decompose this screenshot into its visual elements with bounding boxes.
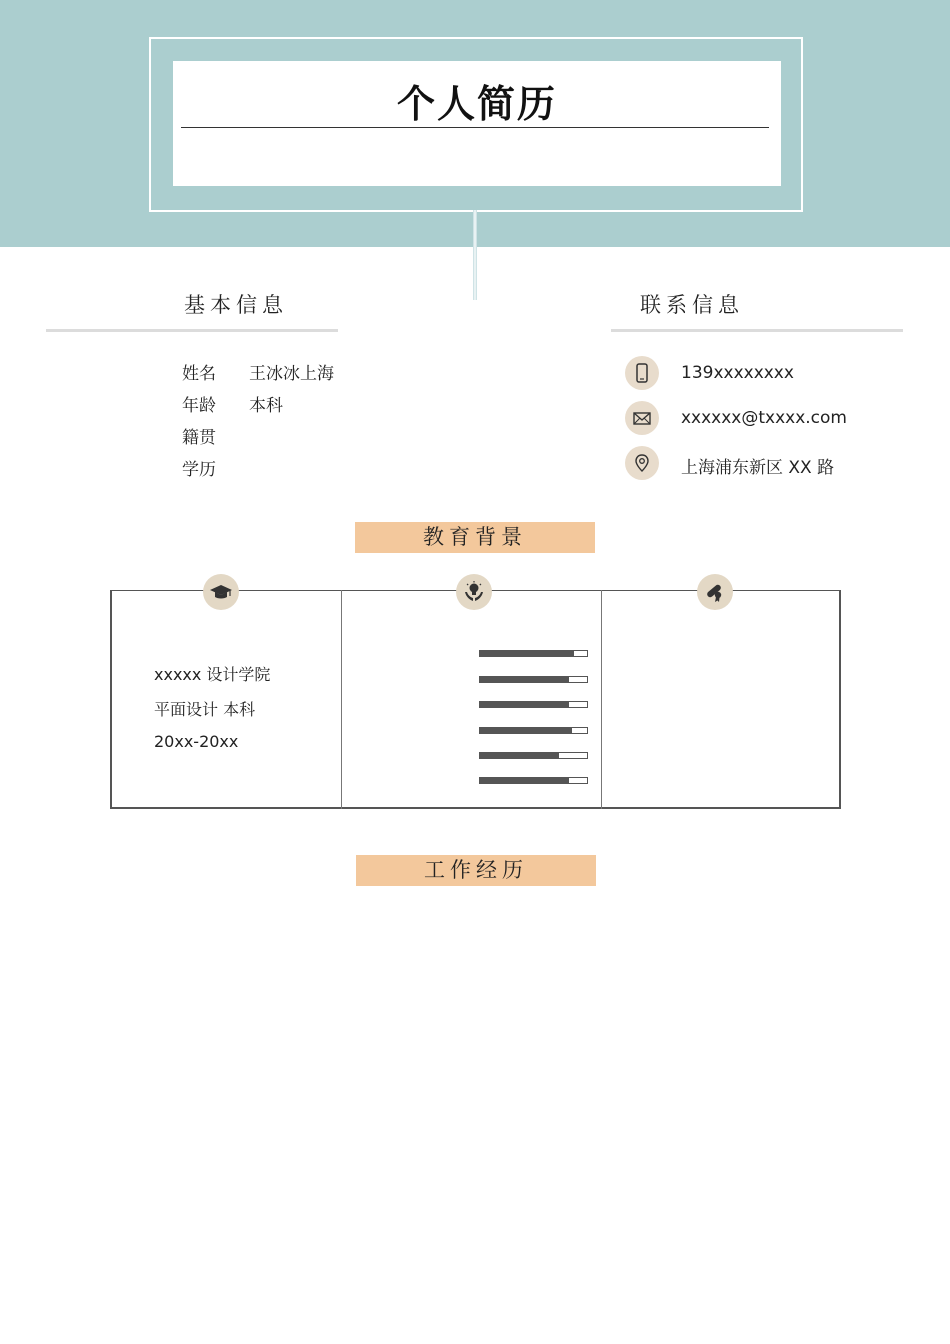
phone-icon [625, 356, 659, 390]
basic-info-heading: 基本信息 [184, 293, 288, 317]
location-icon [625, 446, 659, 480]
education-divider-1 [341, 590, 342, 809]
contact-underline [611, 329, 903, 332]
title-underline [181, 127, 769, 128]
mail-icon [625, 401, 659, 435]
info-value-name: 王冰冰上海 [249, 364, 334, 384]
skill-fill [480, 728, 572, 733]
basic-info-underline [46, 329, 338, 332]
page-title: 个人简历 [396, 82, 557, 126]
work-banner: 工作经历 [356, 855, 596, 886]
contact-phone: 139xxxxxxxx [681, 363, 794, 383]
skill-bar [479, 650, 588, 657]
education-school: xxxxx 设计学院 [154, 665, 271, 684]
skill-bar [479, 701, 588, 708]
info-value-age: 本科 [249, 396, 283, 416]
skill-fill [480, 702, 569, 707]
education-divider-2 [601, 590, 602, 809]
info-label-name: 姓名 [182, 364, 216, 384]
info-label-degree: 学历 [182, 460, 216, 480]
education-banner: 教育背景 [355, 522, 595, 553]
skill-fill [480, 677, 569, 682]
contact-heading: 联系信息 [640, 293, 744, 317]
education-major: 平面设计 本科 [154, 700, 256, 719]
skill-bar [479, 752, 588, 759]
graduation-cap-icon [203, 574, 239, 610]
lightbulb-hands-icon [456, 574, 492, 610]
skill-fill [480, 753, 559, 758]
info-label-age: 年龄 [182, 396, 216, 416]
skill-bar [479, 777, 588, 784]
education-years: 20xx-20xx [154, 732, 239, 751]
connector-line [473, 210, 477, 300]
skill-bar [479, 676, 588, 683]
contact-address: 上海浦东新区 XX 路 [681, 458, 835, 478]
skill-fill [480, 778, 569, 783]
info-label-origin: 籍贯 [182, 428, 216, 448]
diploma-icon [697, 574, 733, 610]
title-card [173, 61, 781, 186]
skill-bar [479, 727, 588, 734]
contact-email: xxxxxx@txxxx.com [681, 408, 847, 428]
skill-fill [480, 651, 574, 656]
